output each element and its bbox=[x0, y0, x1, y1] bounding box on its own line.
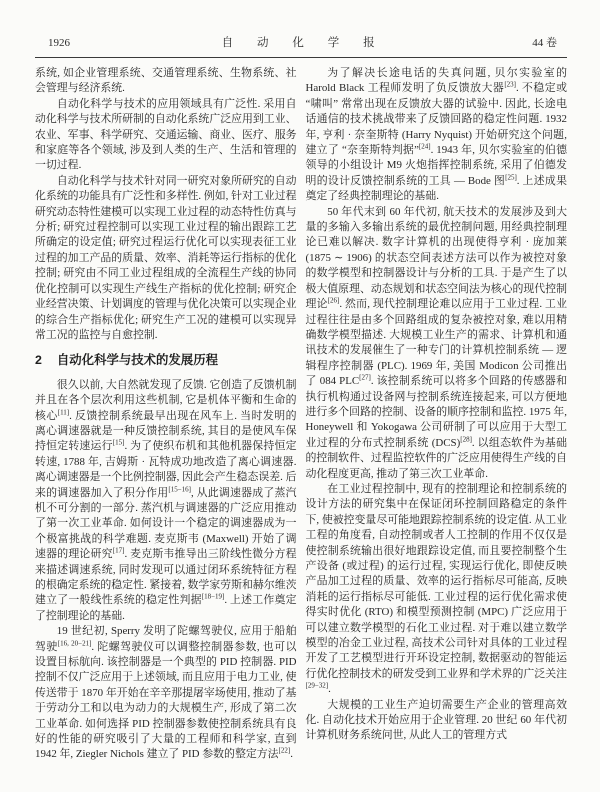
citation-ref: [29−32] bbox=[305, 681, 329, 690]
citation-ref: [17] bbox=[112, 546, 125, 555]
right-column bbox=[306, 66, 568, 763]
citation-ref: [15] bbox=[112, 438, 125, 447]
citation-ref: [11] bbox=[57, 407, 70, 416]
section-heading bbox=[35, 353, 297, 368]
paragraph: 在工业过程控制中, 现有的控制理论和控制系统的设计方法的研究集中在保证闭环控制回路稳定的条件下, 使被控变量尽可能地跟踪控制系统的设定值. 从工业工程的角度看, 自动控制或者人工控制的作用不仅仅是使控制系统输出很好地跟踪设定值, 而且要控制整个生产设备 (或过程) 的运行过程, 实现运行优化, 即使反映产品加工过程的质量、效率的运行指标尽可能高, 反映消耗的运行指标尽可能低. 工业过程的运行优化需求使得实时优化 (RTO) 和模型预测控制 (MPC) 广泛应用于可以建立数学模型的石化工业过程. 对于难以建立数学模型的冶金工业过程, 高技术公司针对具体的工业过程开发了工艺模型进行开环设定控制, 数据驱动的智能运行优化控制技术的研发受到工业界和学术界的广泛关注[29−32]. bbox=[305, 482, 567, 696]
section-title: 自动化科学与技术的发展历程 bbox=[56, 353, 218, 368]
citation-ref: [26] bbox=[327, 296, 340, 305]
article-body bbox=[35, 66, 567, 763]
paragraph: 系统, 如企业管理系统、交通管理系统、生物系统、社会管理与经济系统. bbox=[35, 67, 297, 95]
volume-label: 44 卷 bbox=[532, 37, 557, 49]
citation-ref: [15−16] bbox=[168, 484, 192, 493]
citation-ref: [24] bbox=[418, 142, 431, 151]
left-column bbox=[35, 66, 297, 763]
paragraph: 为了解决长途电话的失真问题, 贝尔实验室的 Harold Black 工程师发明了负反馈放大器[23]. 不稳定或 “啸叫” 常常出现在反馈放大器的试验中. 因此, 长途电话通信的技术挑战带来了反馈回路的稳定性问题. 1932 年, 亨利 · 奈奎斯特 (Harry Nyquist) 开始研究这个问题, 建立了 “奈奎斯特判据”[24]. 1943 年, 贝尔实验室的伯德领导的小组设计 M9 火炮指挥控制系统, 采用了伯德发明的设计反馈控制系统的工具 — Bode 图[25]. 上述成果奠定了经典控制理论的基础. bbox=[305, 67, 567, 203]
page-number: 1926 bbox=[48, 37, 70, 49]
citation-ref: [22] bbox=[278, 746, 291, 755]
paragraph: 自动化科学与技术针对同一研究对象所研究的自动化系统的功能具有广泛性和多样性. 例如, 针对工业过程研究动态特性建模可以实现工业过程的动态特性仿真与分析; 研究过程控制可以实现工业过程的输出跟踪工艺所确定的设定值; 研究过程运行优化可以实现表征工业过程的加工产品的质量、效率、消耗等运行指标的优化控制; 研究由不同工业过程组成的全流程生产线的协同优化控制可以实现生产线生产指标的优化控制; 研究企业经营决策、计划调度的管理与优化决策可以实现企业的综合生产指标优化; 研究生产工况的建模可以实现异常工况的监控与自愈控制. bbox=[35, 174, 297, 341]
paragraph: 50 年代末到 60 年代初, 航天技术的发展涉及到大量的多输入多输出系统的最优控制问题, 用经典控制理论已难以解决. 数字计算机的出现使得亨利 · 庞加莱 (1875 ∼ 1906) 的状态空间表述方法可以作为被控对象的数学模型和控制器设计与分析的工具. 于是产生了以极大值原理、动态规划和状态空间法为核心的现代控制理论[26]. 然而, 现代控制理论难以应用于工业过程. 工业过程往往是由多个回路组成的复杂被控对象, 难以用精确数学模型描述. 大规模工业生产的需求、计算机和通讯技术的发展催生了一种专门的计算机控制系统 — 逻辑程序控制器 (PLC). 1969 年, 美国 Modicon 公司推出了 084 PLC[27]. 该控制系统可以将多个回路的传感器和执行机构通过设备网与控制系统连接起来, 可以方便地进行多个回路的控制、设备的顺序控制和监控. 1975 年, Honeywell 和 Yokogawa 公司研制了可以应用于大型工业过程的分布式控制系统 (DCS)[28]. 以组态软件为基础的控制软件、过程监控软件的广泛应用使得生产线的自动化程度更高, 推动了第三次工业革命. bbox=[305, 205, 567, 480]
citation-ref: [18−19] bbox=[201, 592, 225, 601]
citation-ref: [25] bbox=[505, 173, 517, 182]
citation-ref: [23] bbox=[504, 80, 516, 89]
paragraph: 自动化科学与技术的应用领域具有广泛性. 采用自动化科学与技术所研制的自动化系统广泛应用到工业、农业、军事、科学研究、交通运输、商业、医疗、服务和家庭等各个领域, 涉及到人类的生产、生活和管理的一切过程. bbox=[35, 97, 297, 172]
journal-title: 自 动 化 学 报 bbox=[221, 37, 381, 49]
page-header bbox=[35, 34, 567, 50]
citation-ref: [16, 20−21] bbox=[57, 639, 92, 647]
paragraph: 19 世纪初, Sperry 发明了陀螺驾驶仪, 应用于船舶驾驶[16, 20−21]. 陀螺驾驶仪可以调整控制器参数, 也可以设置目标航向. 该控制器是一个典型的 PID 控制器. PID 控制不仅广泛应用于上述领域, 而且应用于电力工业, 使传送带于 1870 年开始在辛辛那提屠宰场使用, 推动了基于劳动分工和以电为动力的大规模生产, 形成了第二次工业革命. 如何选择 PID 控制器参数使控制系统具有良好的性能的研究吸引了大量的工程师和科学家, 直到 1942 年, Ziegler Nichols 建立了 PID 参数的整定方法[22]. bbox=[35, 625, 297, 761]
section-number: 2 bbox=[35, 353, 42, 368]
paragraph: 大规模的工业生产迫切需要生产企业的管理高效化. 自动化技术开始应用于企业管理. 20 世纪 60 年代初计算机财务系统问世, 从此人工的管理方式 bbox=[305, 698, 567, 742]
paragraph: 很久以前, 大自然就发现了反馈. 它创造了反馈机制并且在各个层次利用这些机制, 它是机体平衡和生命的核心[11]. 反馈控制系统最早出现在风车上. 当时发明的离心调速器就是一种反馈控制系统, 其目的是使风车保持恒定转速运行[15]. 为了使织布机和其他机器保持恒定转速, 1788 年, 吉姆斯 · 瓦特成功地改造了离心调速器. 离心调速器是一个比例控制器, 因此会产生稳态误差. 后来的调速器加入了积分作用[15−16], 从此调速器成了蒸汽机不可分割的一部分. 蒸汽机与调速器的广泛应用推动了第一次工业革命. 如何设计一个稳定的调速器成为一个极富挑战的科学难题. 麦克斯韦 (Maxwell) 开始了调速器的理论研究[17]. 麦克斯韦推导出三阶线性微分方程来描述调速系统, 同时发现可以通过闭环系统特征方程的根确定系统的稳定性. 紧接着, 数学家劳斯和赫尔维茨建立了一般线性系统的稳定性判据[18−19]. 上述工作奠定了控制理论的基础. bbox=[35, 378, 297, 622]
citation-ref: [28] bbox=[460, 435, 472, 444]
citation-ref: [27] bbox=[359, 373, 371, 382]
header-rule bbox=[35, 57, 567, 58]
